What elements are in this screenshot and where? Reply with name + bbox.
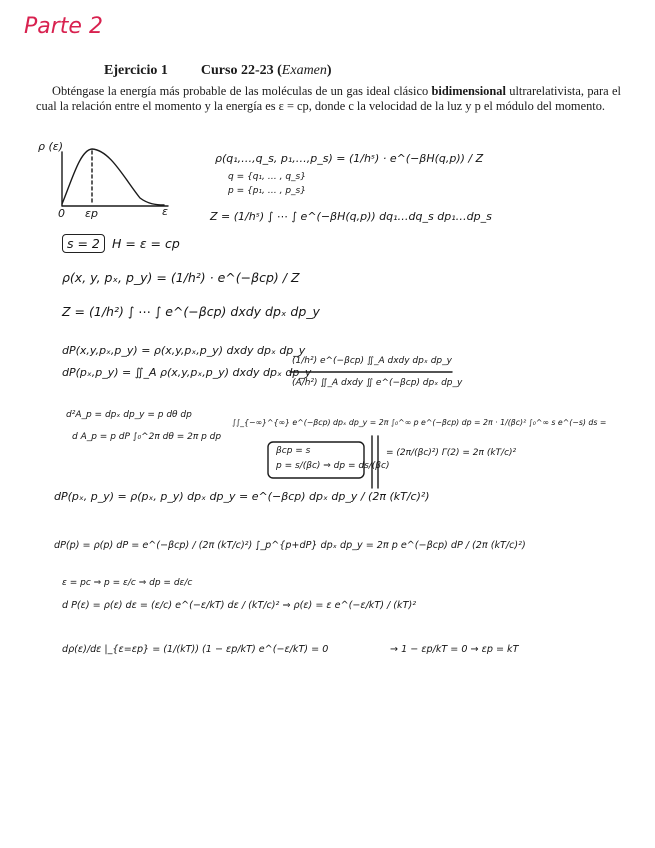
exercise-number: Ejercicio 1 — [104, 63, 168, 78]
statement-part2: ultrarelativista, para el cual la relación entre el momento y la energía es ε = cp, donde c la velocidad de la luz y p el módulo del momento. — [36, 84, 621, 113]
note-dP-p-modulus: dP(p) = ρ(p) dP = e^(−βcp) / (2π (kT/c)²) ∫_p^{p+dP} dpₓ dp_y = 2π p e^(−βcp) dP / (2π (kT/c)²) — [54, 540, 526, 551]
statement-bold: bidimensional — [431, 84, 506, 98]
sketch-xlabel: ε — [162, 205, 168, 218]
note-H-relation: H = ε = cp — [112, 236, 180, 251]
exercise-exam: Examen — [281, 63, 327, 78]
note-dP-p: dP(pₓ,p_y) = ∬_A ρ(x,y,pₓ,p_y) dxdy dpₓ dp_y — [62, 366, 312, 379]
note-d2A: d²A_p = dpₓ dp_y = p dθ dp — [66, 410, 192, 420]
note-dP-pxpy: dP(pₓ, p_y) = ρ(pₓ, p_y) dpₓ dp_y = e^(−βcp) dpₓ dp_y / (2π (kT/c)²) — [54, 490, 430, 503]
note-p-set: p = {p₁, … , p_s} — [228, 186, 306, 196]
note-gamma-result: = (2π/(βc)²) Γ(2) = 2π (kT/c)² — [386, 448, 517, 458]
note-dP-xy: dP(x,y,pₓ,p_y) = ρ(x,y,pₓ,p_y) dxdy dpₓ dp_y — [62, 344, 306, 357]
note-sub-line1: βcp = s — [276, 446, 311, 456]
sketch-peak-label: εp — [85, 207, 98, 220]
note-Z-xy: Z = (1/h²) ∫ ⋯ ∫ e^(−βcp) dxdy dpₓ dp_y — [62, 304, 320, 319]
s-equals-2-box — [62, 236, 105, 251]
note-q-set: q = {q₁, … , q_s} — [228, 172, 306, 182]
note-sub-line2: p = s/(βc) ⇒ dp = ds/(βc) — [276, 461, 390, 471]
note-eps-sub: ε = pc ⇒ p = ε/c ⇒ dp = dε/c — [62, 578, 193, 588]
exercise-exam-close: ) — [326, 63, 332, 78]
note-Z-general: Z = (1/hˢ) ∫ ⋯ ∫ e^(−βH(q,p)) dq₁…dq_s dp₁…dp_s — [210, 210, 492, 223]
note-rho-xy: ρ(x, y, pₓ, p_y) = (1/h²) · e^(−βcp) / Z — [62, 270, 300, 285]
fraction-numerator: (1/h²) e^(−βcp) ∬_A dxdy dpₓ dp_y — [292, 356, 452, 366]
sketch-origin: 0 — [58, 207, 65, 220]
s-equals-2: s = 2 — [62, 234, 105, 253]
sketch-curve — [62, 149, 164, 205]
fraction-denominator: (A/h²) ∬_A dxdy ∬ e^(−βcp) dpₓ dp_y — [292, 378, 463, 388]
note-general-rho: ρ(q₁,…,q_s, p₁,…,p_s) = (1/hˢ) · e^(−βH(q,p)) / Z — [215, 152, 484, 165]
sketch-ylabel: ρ (ε) — [38, 140, 64, 153]
note-result: → 1 − εp/kT = 0 → εp = kT — [390, 644, 519, 655]
note-dP-eps: d P(ε) = ρ(ε) dε = (ε/c) e^(−ε/kT) dε / (kT/c)² ⇒ ρ(ε) = ε e^(−ε/kT) / (kT)² — [62, 600, 417, 611]
page-title: Parte 2 — [24, 14, 103, 39]
note-integral-chain: ∫∫_{−∞}^{∞} e^(−βcp) dpₓ dp_y = 2π ∫₀^∞ p e^(−βcp) dp = 2π · 1/(βc)² ∫₀^∞ s e^(−s) ds = — [232, 418, 607, 427]
exercise-course: Curso 22-23 — [200, 63, 274, 78]
statement-part1: Obténgase la energía más probable de las moléculas de un gas ideal clásico — [52, 84, 429, 98]
note-derivative: dρ(ε)/dε |_{ε=εp} = (1/(kT)) (1 − εp/kT) e^(−ε/kT) = 0 — [62, 644, 329, 655]
note-dA: d A_p = p dP ∫₀^2π dθ = 2π p dp — [72, 432, 222, 442]
exercise-exam-open: ( — [277, 63, 282, 78]
